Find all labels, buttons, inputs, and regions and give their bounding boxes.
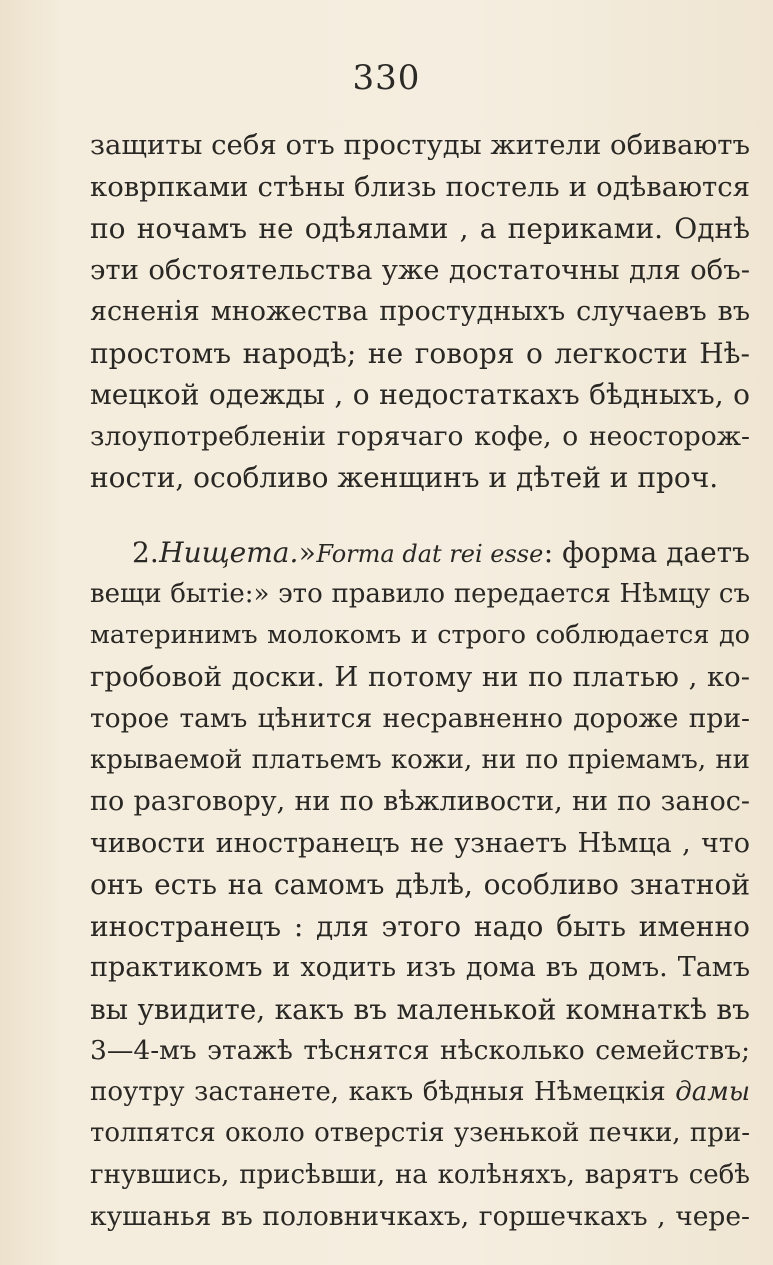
text-line-with-italic (90, 1072, 750, 1114)
paragraph-1 (90, 125, 750, 499)
latin-quote: Forma dat rei esse (316, 540, 544, 568)
text-line: защиты себя отъ простуды жители обиваютъ (90, 129, 750, 161)
text-line: мецкой одежды , о недостаткахъ бѣдныхъ, о (90, 378, 750, 411)
text-line: торое тамъ цѣнится несравненно дороже при- (90, 703, 750, 734)
latin-translation: : форма даетъ (543, 536, 750, 569)
paragraph-2 (90, 532, 750, 1238)
text-line: онъ есть на самомъ дѣлѣ, особливо знатной (90, 868, 750, 901)
text-line: иностранецъ : для этого надо быть именно (90, 909, 750, 943)
text-line: кушанья въ половничкахъ, горшечкахъ , чере- (90, 1201, 750, 1232)
page-number: 330 (352, 58, 421, 98)
paragraph-2-first-line (90, 532, 750, 574)
text-line: эти обстоятельства уже достаточны для объ- (90, 253, 750, 286)
text-line: ясненія множества простудныхъ случаевъ въ (90, 296, 750, 327)
text-line: гнувшись, присѣвши, на колѣняхъ, варятъ себѣ (90, 1159, 750, 1190)
text-segment: поутру застанете, какъ бѣдныя Нѣмецкія (90, 1076, 666, 1107)
section-heading: Нищета. (159, 536, 299, 569)
text-line: толпятся около отверстія узенькой печки, при- (90, 1118, 750, 1148)
text-line: материнимъ молокомъ и строго соблюдается до (90, 620, 750, 650)
text-line: чивости иностранецъ не узнаетъ Нѣмца , что (90, 827, 750, 859)
quote-mark: » (298, 536, 316, 569)
text-line: простомъ народѣ; не говоря о легкости Нѣ- (90, 336, 750, 370)
section-number: 2. (132, 536, 159, 569)
text-line: практикомъ и ходить изъ дома въ домъ. Тамъ (90, 952, 750, 983)
text-line: ности, особливо женщинъ и дѣтей и проч. (90, 461, 719, 494)
text-line: вещи бытіе:» это правило передается Нѣмцу съ (90, 578, 750, 609)
italic-word: дамы (675, 1076, 750, 1107)
text-line: по ночамъ не одѣялами , а периками. Однѣ (90, 212, 750, 245)
text-line: гробовой доски. И потому ни по платью , ко- (90, 660, 750, 693)
text-line: злоупотребленіи горячаго кофе, о неосторож- (90, 420, 750, 452)
text-line: 3—4-мъ этажѣ тѣснятся нѣсколько семействъ; (90, 1035, 750, 1066)
text-line: вы увидите, какъ въ маленькой комнаткѣ въ (90, 992, 750, 1026)
text-line: крываемой платьемъ кожи, ни по пріемамъ, ни (90, 744, 750, 775)
text-line: по разговору, ни по вѣжливости, ни по занос- (90, 786, 750, 817)
text-line: коврпками стѣны близь постель и одѣваются (90, 170, 750, 203)
